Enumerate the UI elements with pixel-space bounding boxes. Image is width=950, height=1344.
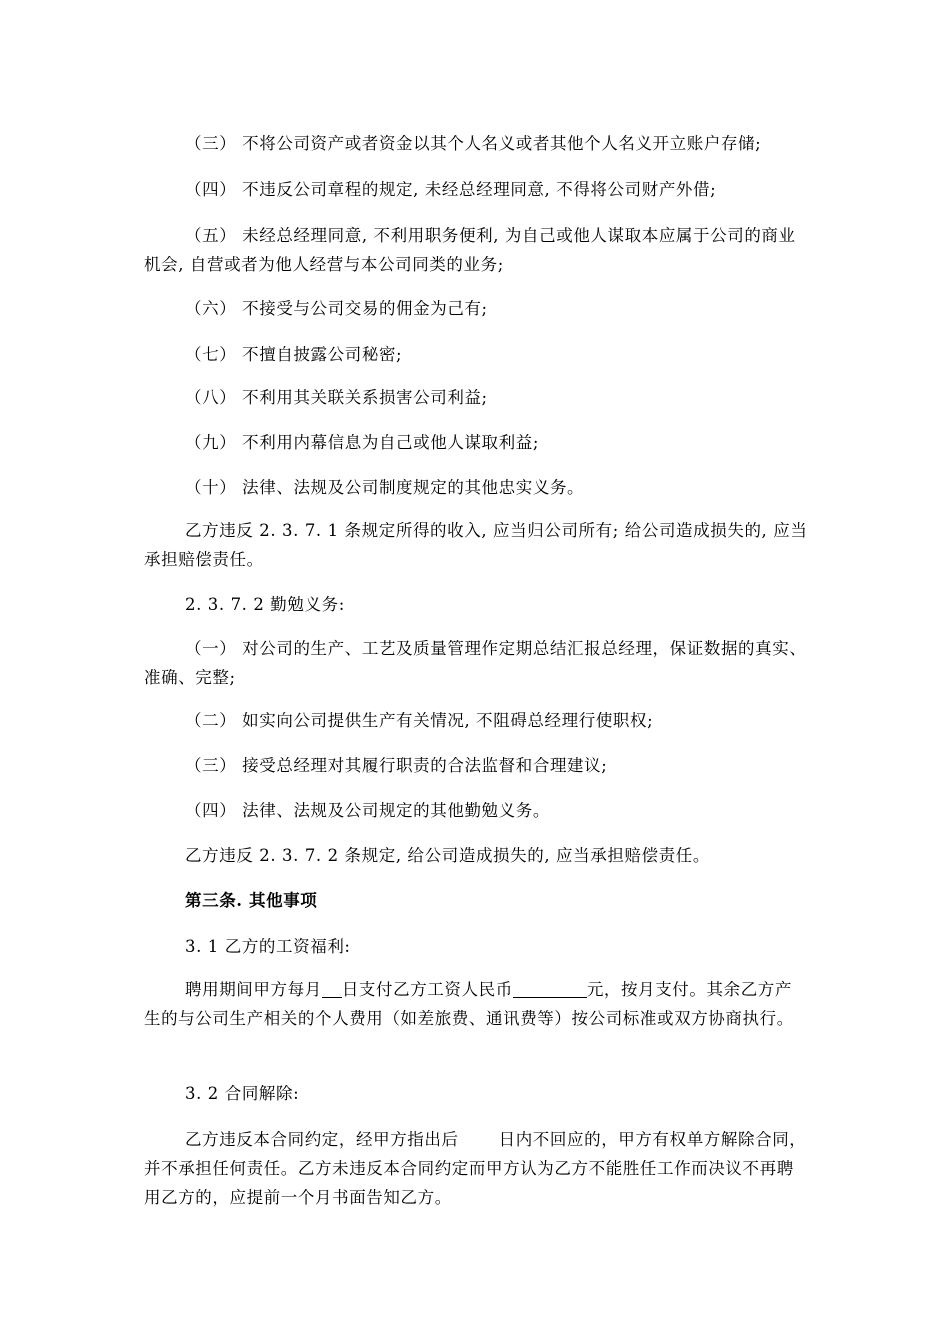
clause-4-paragraph: （四） 不违反公司章程的规定, 未经总经理同意, 不得将公司财产外借;: [185, 180, 717, 199]
clause-6-paragraph: （六） 不接受与公司交易的佣金为己有;: [185, 299, 488, 318]
termination-paragraph: [144, 1125, 808, 1212]
clause-7-paragraph: （七） 不擅自披露公司秘密;: [185, 345, 403, 364]
clause-10-paragraph: （十） 法律、法规及公司制度规定的其他忠实义务。: [185, 478, 585, 497]
diligence-clause-2-paragraph: （二） 如实向公司提供生产有关情况, 不阻碍总经理行使职权;: [185, 711, 654, 730]
violation-2371-paragraph: 乙方违反 2. 3. 7. 1 条规定所得的收入, 应当归公司所有; 给公司造成损失的, 应当承担赔偿责任。: [144, 521, 808, 569]
diligence-clause-4-paragraph: （四） 法律、法规及公司规定的其他勤勉义务。: [185, 801, 550, 820]
salary-paragraph: [144, 975, 808, 1033]
section-heading-article-3: 第三条. 其他事项: [185, 891, 318, 910]
diligence-clause-1-paragraph: （一） 对公司的生产、工艺及质量管理作定期总结汇报总经理，保证数据的真实、准确、完整;: [144, 639, 807, 687]
salary-amount-blank[interactable]: [513, 979, 587, 998]
salary-text-part2: 日支付乙方工资人民币: [341, 980, 513, 999]
clause-9-paragraph: （九） 不利用内幕信息为自己或他人谋取利益;: [185, 433, 540, 452]
diligence-clause-3-paragraph: （三） 接受总经理对其履行职责的合法监督和合理建议;: [185, 756, 608, 775]
salary-text-part1: 聘用期间甲方每月: [185, 980, 322, 999]
termination-text-part2: 日内不回应的，甲方有权单方解除合同，并不承担任何责任。乙方未违反本合同约定而甲方认为乙方不能胜任工作而决议不再聘用乙方的，应提前一个月书面告知乙方。: [144, 1130, 807, 1207]
clause-3-paragraph: （三） 不将公司资产或者资金以其个人名义或者其他个人名义开立账户存储;: [185, 134, 762, 153]
clause-8-paragraph: （八） 不利用其关联关系损害公司利益;: [185, 388, 488, 407]
salary-text-part3: 元，按月支付。其余乙方产生的与公司生产相关的个人费用（如差旅费、通讯费等）按公司标准或双方协商执行。: [144, 980, 794, 1028]
termination-text-part1: 乙方违反本合同约定，经甲方指出后: [185, 1130, 459, 1149]
subsection-3-2-heading: 3. 2 合同解除:: [185, 1084, 300, 1103]
pay-day-blank[interactable]: [322, 979, 342, 998]
clause-5-paragraph: （五） 未经总经理同意, 不利用职务便利, 为自己或他人谋取本应属于公司的商业机会, 自营或者为他人经营与本公司同类的业务;: [144, 226, 796, 274]
diligence-duty-heading: 2. 3. 7. 2 勤勉义务:: [185, 595, 345, 614]
subsection-3-1-heading: 3. 1 乙方的工资福利:: [185, 937, 351, 956]
violation-2372-paragraph: 乙方违反 2. 3. 7. 2 条规定, 给公司造成损失的, 应当承担赔偿责任。: [185, 846, 710, 865]
